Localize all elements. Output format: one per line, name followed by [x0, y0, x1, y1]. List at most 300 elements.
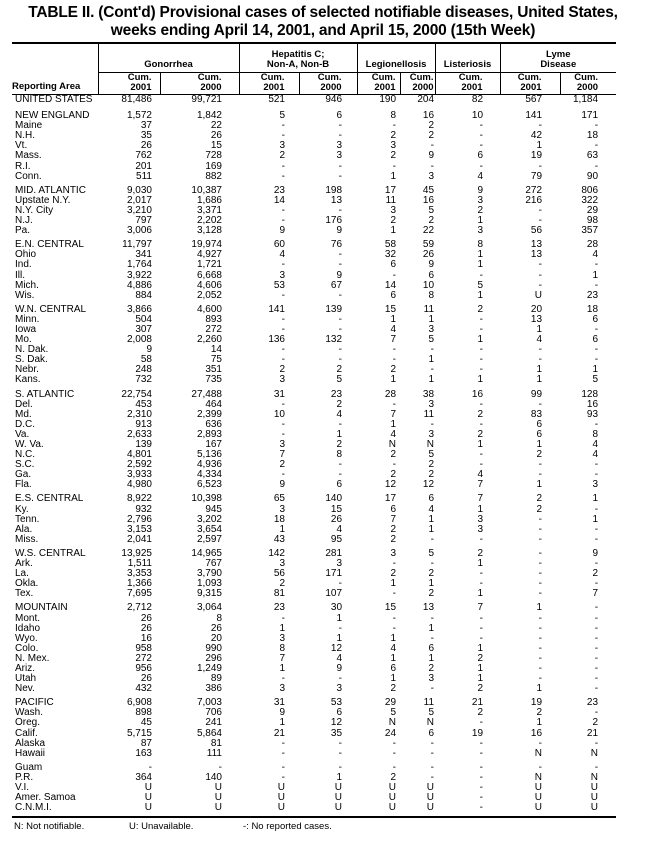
value-cell: N — [590, 771, 599, 783]
value-cell: 141 — [268, 303, 285, 315]
value-cell: 6 — [428, 642, 435, 654]
table-row — [12, 250, 616, 260]
value-cell: 7 — [279, 652, 285, 664]
value-cell: 16 — [422, 194, 435, 206]
table-row — [12, 430, 616, 440]
value-cell: 10 — [273, 408, 285, 420]
value-cell: 5,864 — [196, 727, 222, 739]
value-cell: 13 — [530, 313, 543, 325]
value-cell: 93 — [586, 408, 599, 420]
value-cell: - — [281, 737, 285, 749]
value-cell: 3,006 — [126, 225, 152, 237]
value-cell: - — [338, 354, 343, 366]
reporting-area-cell: Ala. — [15, 523, 33, 535]
table-row — [12, 644, 616, 654]
value-cell: U — [214, 792, 222, 804]
value-cell: - — [281, 313, 285, 325]
value-cell: - — [594, 662, 599, 674]
value-cell: - — [594, 120, 599, 132]
value-cell: - — [479, 568, 484, 580]
table-row — [12, 291, 616, 301]
value-cell: 3 — [390, 140, 397, 152]
value-cell: 2 — [390, 449, 397, 461]
value-cell: U — [334, 782, 343, 793]
value-cell: 3 — [279, 439, 285, 450]
value-cell: 6,523 — [196, 479, 222, 491]
reporting-area-cell: Va. — [15, 428, 30, 440]
value-cell: - — [538, 612, 543, 624]
table-row — [12, 141, 616, 151]
value-cell: 8 — [428, 289, 435, 301]
value-cell: - — [479, 354, 484, 366]
value-cell: - — [392, 269, 397, 281]
value-cell: 2 — [428, 568, 435, 580]
value-cell: 201 — [135, 160, 152, 172]
table-row — [12, 614, 616, 624]
value-cell: - — [479, 130, 484, 142]
value-cell: 3,371 — [196, 204, 222, 216]
value-cell: - — [594, 602, 599, 614]
value-cell: 10 — [471, 110, 484, 122]
value-cell: 4 — [390, 642, 397, 654]
table-row — [12, 708, 616, 718]
value-cell: 1 — [592, 364, 599, 376]
value-cell: 1 — [390, 418, 397, 430]
value-cell: 26 — [140, 612, 152, 624]
value-cell: 3,128 — [196, 225, 222, 237]
reporting-area-cell: Maine — [15, 120, 43, 132]
header-lyme-disease: Lyme Disease — [500, 43, 616, 73]
value-cell: 1 — [477, 503, 484, 515]
value-cell: 386 — [205, 683, 222, 695]
value-cell: - — [479, 632, 484, 644]
value-cell: 9 — [336, 662, 343, 674]
value-cell: 2 — [390, 469, 397, 481]
table-row — [12, 559, 616, 569]
value-cell: 913 — [135, 418, 152, 430]
value-cell: 1 — [477, 439, 484, 450]
table-row — [12, 674, 616, 684]
value-cell: 2 — [390, 533, 397, 545]
header-hepatitis-c: Hepatitis C; Non-A, Non-B — [239, 43, 357, 73]
value-cell: 75 — [210, 354, 222, 366]
value-cell: 3 — [279, 683, 285, 695]
value-cell: - — [479, 120, 484, 132]
value-cell: 1 — [428, 578, 435, 590]
reporting-area-cell: Colo. — [15, 642, 39, 654]
value-cell: 1 — [279, 662, 285, 674]
value-cell: 5 — [477, 279, 484, 291]
value-cell: 9 — [336, 225, 343, 237]
value-cell: N — [388, 439, 397, 450]
value-cell: 14 — [210, 344, 222, 356]
value-cell: 6 — [592, 313, 599, 325]
table-row — [12, 624, 616, 634]
value-cell: 32 — [384, 249, 397, 261]
table-row — [12, 729, 616, 739]
value-cell: - — [594, 558, 599, 570]
value-cell: 6 — [592, 334, 599, 346]
value-cell: 296 — [205, 652, 222, 664]
value-cell: U — [334, 792, 343, 804]
table-row — [12, 535, 616, 545]
value-cell: 272 — [525, 184, 543, 196]
value-cell: 2 — [336, 439, 343, 450]
value-cell: 2 — [536, 493, 543, 505]
value-cell: 453 — [135, 398, 152, 410]
value-cell: U — [144, 802, 152, 814]
value-cell: 3 — [336, 558, 343, 570]
value-cell: 3 — [336, 140, 343, 152]
value-cell: - — [594, 622, 599, 634]
value-cell: 171 — [325, 568, 343, 580]
reporting-area-cell: Fla. — [15, 479, 32, 491]
value-cell: - — [479, 313, 484, 325]
value-cell: 3 — [477, 225, 484, 237]
value-cell: 1 — [477, 662, 484, 674]
reporting-area-cell: Md. — [15, 408, 32, 420]
value-cell: 6 — [336, 479, 343, 491]
table-row — [12, 420, 616, 430]
value-cell: 13 — [530, 239, 543, 251]
value-cell: - — [479, 792, 484, 804]
value-cell: 13 — [530, 249, 543, 261]
value-cell: - — [281, 344, 285, 356]
value-cell: - — [594, 642, 599, 654]
value-cell: 7 — [477, 602, 484, 614]
value-cell: 1 — [390, 374, 397, 386]
value-cell: 4 — [428, 503, 435, 515]
value-cell: 31 — [273, 388, 285, 400]
value-cell: 23 — [586, 289, 599, 301]
value-cell: 19,974 — [191, 239, 222, 251]
value-cell: - — [392, 612, 397, 624]
value-cell: 8 — [477, 239, 484, 251]
table-row — [12, 260, 616, 270]
reporting-area-cell: Wash. — [15, 707, 43, 719]
value-cell: 1 — [592, 269, 599, 281]
value-cell: 1 — [279, 523, 285, 535]
value-cell: 241 — [205, 717, 222, 729]
value-cell: - — [338, 259, 343, 271]
value-cell: 1 — [336, 612, 343, 624]
value-cell: - — [538, 652, 543, 664]
value-cell: 10 — [422, 279, 435, 291]
value-cell: 26 — [140, 622, 152, 634]
region-row — [12, 603, 616, 613]
value-cell: - — [338, 747, 343, 759]
value-cell: 2,260 — [196, 334, 222, 346]
value-cell: - — [479, 418, 484, 430]
value-cell: 167 — [205, 439, 222, 450]
value-cell: - — [594, 323, 599, 335]
value-cell: 15 — [384, 303, 397, 315]
value-cell: - — [479, 737, 484, 749]
value-cell: - — [538, 588, 543, 600]
value-cell: 14 — [384, 279, 397, 291]
value-cell: - — [281, 130, 285, 142]
reporting-area-cell: S. Dak. — [15, 354, 48, 366]
table-row — [12, 226, 616, 236]
value-cell: - — [538, 259, 543, 271]
value-cell: - — [594, 612, 599, 624]
reporting-area-cell: Ga. — [15, 469, 32, 481]
reporting-area-cell: Oreg. — [15, 717, 41, 729]
value-cell: 2,592 — [126, 459, 152, 471]
value-cell: 521 — [268, 94, 285, 105]
value-cell: 169 — [205, 160, 222, 172]
region-row — [12, 111, 616, 121]
value-cell: - — [594, 259, 599, 271]
value-cell: - — [594, 160, 599, 172]
value-cell: 4,600 — [196, 303, 222, 315]
value-cell: - — [594, 632, 599, 644]
reporting-area-cell: W. Va. — [15, 439, 44, 450]
value-cell: 8 — [216, 612, 222, 624]
value-cell: 1 — [477, 334, 484, 346]
table-title — [0, 4, 646, 40]
diseases-table — [12, 42, 616, 820]
value-cell: 128 — [581, 388, 599, 400]
reporting-area-cell: Nebr. — [15, 364, 39, 376]
value-cell: N — [426, 717, 435, 729]
value-cell: 4 — [477, 469, 484, 481]
value-cell: 19 — [530, 697, 543, 709]
value-cell: 6 — [428, 727, 435, 739]
table-row — [12, 654, 616, 664]
table-row — [12, 410, 616, 420]
reporting-area-cell: Upstate N.Y. — [15, 194, 71, 206]
value-cell: 5 — [428, 707, 435, 719]
value-cell: 1 — [477, 558, 484, 570]
value-cell: 16 — [471, 388, 484, 400]
value-cell: 58 — [140, 354, 152, 366]
value-cell: 1 — [428, 354, 435, 366]
value-cell: 2 — [428, 130, 435, 142]
value-cell: - — [430, 683, 435, 695]
value-cell: 8,922 — [126, 493, 152, 505]
value-cell: 5 — [592, 374, 599, 386]
value-cell: 5 — [336, 374, 343, 386]
value-cell: 2,017 — [126, 194, 152, 206]
value-cell: 140 — [205, 771, 222, 783]
value-cell: - — [338, 459, 343, 471]
value-cell: 5 — [390, 707, 397, 719]
reporting-area-cell: N. Mex. — [15, 652, 50, 664]
value-cell: - — [338, 469, 343, 481]
value-cell: 111 — [206, 747, 222, 759]
value-cell: 3 — [390, 204, 397, 216]
value-cell: - — [594, 673, 599, 685]
value-cell: - — [594, 459, 599, 471]
value-cell: 4 — [336, 652, 343, 664]
subheader-cum: Cum. 2001 — [435, 73, 500, 95]
header-reporting-area: Reporting Area — [12, 43, 98, 95]
value-cell: - — [594, 761, 599, 773]
value-cell: 16 — [422, 110, 435, 122]
value-cell: - — [430, 140, 435, 152]
reporting-area-cell: S.C. — [15, 459, 35, 471]
value-cell: 1 — [336, 632, 343, 644]
value-cell: 16 — [140, 632, 152, 644]
reporting-area-cell: Idaho — [15, 622, 41, 634]
value-cell: 65 — [273, 493, 285, 505]
value-cell: 4 — [536, 334, 543, 346]
value-cell: - — [594, 503, 599, 515]
value-cell: - — [479, 747, 484, 759]
value-cell: 6 — [428, 269, 435, 281]
value-cell: 2 — [428, 459, 435, 471]
value-cell: - — [538, 215, 543, 227]
value-cell: 6 — [536, 428, 543, 440]
value-cell: 1,842 — [196, 110, 222, 122]
value-cell: 190 — [379, 94, 397, 105]
value-cell: 5 — [428, 334, 435, 346]
value-cell: U — [277, 802, 285, 814]
value-cell: U — [426, 792, 435, 804]
value-cell: - — [479, 364, 484, 376]
value-cell: 132 — [325, 334, 343, 346]
value-cell: - — [392, 120, 397, 132]
reporting-area-cell: Guam — [15, 761, 43, 773]
value-cell: 990 — [205, 642, 222, 654]
value-cell: N — [590, 747, 599, 759]
table-row — [12, 216, 616, 226]
table-row — [12, 131, 616, 141]
value-cell: - — [479, 459, 484, 471]
value-cell: U — [426, 782, 435, 793]
value-cell: - — [281, 428, 285, 440]
value-cell: 1 — [428, 374, 435, 386]
value-cell: - — [338, 737, 343, 749]
value-cell: 10,387 — [191, 184, 222, 196]
value-cell: - — [392, 747, 397, 759]
value-cell: 59 — [422, 239, 435, 251]
value-cell: 12 — [384, 479, 397, 491]
value-cell: - — [594, 354, 599, 366]
value-cell: - — [538, 558, 543, 570]
value-cell: 945 — [205, 503, 222, 515]
value-cell: 23 — [273, 184, 285, 196]
value-cell: 83 — [530, 408, 543, 420]
value-cell: - — [538, 523, 543, 535]
value-cell: 18 — [586, 130, 599, 142]
value-cell: 2 — [428, 215, 435, 227]
value-cell: - — [338, 249, 343, 261]
value-cell: 1 — [428, 513, 435, 525]
value-cell: 6 — [336, 110, 343, 122]
table-row — [12, 783, 616, 793]
value-cell: 1,686 — [196, 194, 222, 206]
value-cell: 4 — [592, 449, 599, 461]
region-row — [12, 305, 616, 315]
value-cell: 1 — [477, 588, 484, 600]
value-cell: - — [538, 354, 543, 366]
value-cell: 1,721 — [196, 259, 222, 271]
value-cell: 30 — [330, 602, 343, 614]
value-cell: 9 — [428, 259, 435, 271]
value-cell: 1 — [536, 439, 543, 450]
reporting-area-cell: V.I. — [15, 782, 30, 793]
value-cell: 735 — [205, 374, 222, 386]
value-cell: 56 — [273, 568, 285, 580]
value-cell: 2 — [390, 130, 397, 142]
value-cell: - — [281, 204, 285, 216]
value-cell: 7 — [477, 493, 484, 505]
value-cell: - — [479, 771, 484, 783]
value-cell: 3,353 — [126, 568, 152, 580]
value-cell: 3,064 — [196, 602, 222, 614]
value-cell: - — [594, 523, 599, 535]
table-row — [12, 589, 616, 599]
table-row — [12, 505, 616, 515]
value-cell: 29 — [586, 204, 599, 216]
reporting-area-cell: Pa. — [15, 225, 31, 237]
value-cell: 2 — [477, 428, 484, 440]
value-cell: 1 — [336, 428, 343, 440]
reporting-area-cell: E.N. CENTRAL — [15, 239, 84, 251]
value-cell: 307 — [135, 323, 152, 335]
value-cell: 898 — [135, 707, 152, 719]
value-cell: 5 — [428, 547, 435, 559]
value-cell: - — [594, 469, 599, 481]
value-cell: 567 — [525, 94, 543, 105]
value-cell: 98 — [586, 215, 599, 227]
value-cell: 932 — [135, 503, 152, 515]
reporting-area-cell: S. ATLANTIC — [15, 388, 75, 400]
value-cell: - — [538, 469, 543, 481]
value-cell: 1,572 — [126, 110, 152, 122]
value-cell: 107 — [325, 588, 343, 600]
region-row — [12, 549, 616, 559]
value-cell: 81 — [273, 588, 285, 600]
value-cell: - — [479, 323, 484, 335]
value-cell: 163 — [135, 747, 152, 759]
value-cell: 76 — [330, 239, 343, 251]
value-cell: - — [281, 673, 285, 685]
value-cell: 2,008 — [126, 334, 152, 346]
value-cell: 67 — [330, 279, 343, 291]
value-cell: 26 — [210, 622, 222, 634]
value-cell: - — [392, 761, 397, 773]
table-row — [12, 803, 616, 817]
value-cell: 7 — [477, 479, 484, 491]
value-cell: 81,486 — [121, 94, 152, 105]
reporting-area-cell: Wyo. — [15, 632, 38, 644]
value-cell: U — [534, 782, 543, 793]
value-cell: - — [479, 802, 484, 814]
value-cell: 3 — [279, 503, 285, 515]
value-cell: 4 — [390, 323, 397, 335]
value-cell: 1 — [536, 323, 543, 335]
value-cell: 2 — [536, 449, 543, 461]
value-cell: 2 — [428, 469, 435, 481]
value-cell: 2 — [428, 120, 435, 132]
value-cell: U — [590, 802, 599, 814]
table-row — [12, 151, 616, 161]
table-row — [12, 281, 616, 291]
value-cell: 45 — [422, 184, 435, 196]
reporting-area-cell: Wis. — [15, 289, 35, 301]
value-cell: 2 — [390, 215, 397, 227]
value-cell: 1 — [536, 717, 543, 729]
value-cell: - — [538, 662, 543, 674]
value-cell: - — [338, 170, 343, 182]
value-cell: - — [392, 160, 397, 172]
value-cell: 6 — [390, 662, 397, 674]
value-cell: - — [281, 469, 285, 481]
value-cell: 142 — [268, 547, 285, 559]
